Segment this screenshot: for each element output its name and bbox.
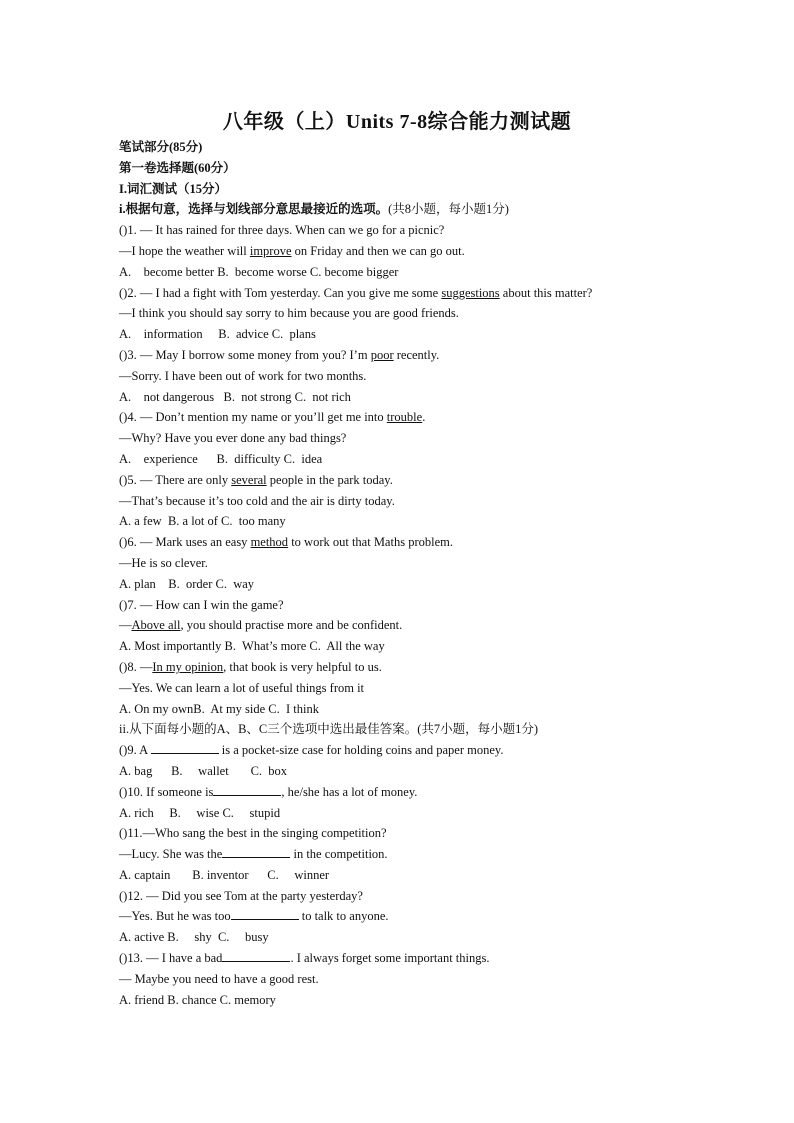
underlined-word: poor (370, 347, 394, 362)
answer-blank[interactable] (213, 784, 281, 796)
text: ()8. — (119, 659, 153, 674)
answer-blank[interactable] (151, 742, 219, 754)
text: ()5. — There are only (119, 472, 232, 487)
text: . (422, 410, 426, 425)
underlined-word: Above all (131, 618, 181, 633)
question-12: ()12. — Did you see Tom at the party yesterday? (119, 888, 363, 903)
question-12-options: A. active B. shy C. busy (119, 930, 269, 945)
text: ()3. — May I borrow some money from you? I’m (119, 347, 371, 362)
text: ()10. If someone is (119, 784, 214, 799)
question-2-response: —I think you should say sorry to him because you are good friends. (119, 306, 459, 321)
underlined-word: In my opinion (152, 659, 224, 674)
question-3-options: A. not dangerous B. not strong C. not rich (119, 389, 351, 404)
question-5-options: A. a few B. a lot of C. too many (119, 514, 286, 529)
section-one-heading: I.词汇测试（15分） (119, 181, 227, 196)
question-13-response: — Maybe you need to have a good rest. (119, 971, 319, 986)
question-7: ()7. — How can I win the game? (119, 597, 284, 612)
text: to talk to anyone. (298, 909, 389, 924)
question-1-response (119, 241, 679, 262)
question-3-response: —Sorry. I have been out of work for two months. (119, 368, 367, 383)
text: in the competition. (290, 847, 388, 862)
underlined-word: suggestions (441, 285, 500, 300)
question-1-options: A. become better B. become worse C. become bigger (119, 264, 399, 279)
answer-blank[interactable] (231, 908, 299, 920)
question-1: ()1. — It has rained for three days. When can we go for a picnic? (119, 223, 445, 238)
question-4 (119, 407, 679, 428)
instruction-i (119, 199, 679, 220)
question-12-response (119, 906, 679, 927)
text: is a pocket-size case for holding coins and paper money. (218, 743, 504, 758)
question-4-response: —Why? Have you ever done any bad things? (119, 431, 347, 446)
question-11-response (119, 844, 679, 865)
question-13 (119, 948, 679, 969)
question-6-options: A. plan B. order C. way (119, 576, 255, 591)
text: , you should practise more and be confident. (180, 618, 403, 633)
text: on Friday and then we can go out. (291, 243, 465, 258)
text: ()13. — I have a bad (119, 951, 223, 966)
text: ()4. — Don’t mention my name or you’ll get me into (119, 410, 387, 425)
text: — (119, 618, 132, 633)
question-7-response (119, 615, 679, 636)
question-9-options: A. bag B. wallet C. box (119, 763, 288, 778)
question-6-response: —He is so clever. (119, 555, 208, 570)
text: —Lucy. She was the (119, 847, 223, 862)
text: ()9. A (119, 743, 151, 758)
text: ()2. — I had a fight with Tom yesterday. Can you give me some (119, 285, 442, 300)
answer-blank[interactable] (222, 846, 290, 858)
text: —Yes. But he was too (119, 909, 231, 924)
instruction-i-text: i.根据句意，选择与划线部分意思最接近的选项。 (119, 202, 389, 217)
volume-one-heading: 第一卷选择题(60分） (119, 160, 236, 175)
question-2-options: A. information B. advice C. plans (119, 327, 316, 342)
question-4-options: A. experience B. difficulty C. idea (119, 451, 323, 466)
text: . I always forget some important things. (290, 951, 490, 966)
question-11: ()11.—Who sang the best in the singing competition? (119, 826, 387, 841)
question-8-options: A. On my ownB. At my side C. I think (119, 701, 320, 716)
underlined-word: several (231, 472, 267, 487)
underlined-word: improve (249, 243, 292, 258)
question-3 (119, 345, 679, 366)
text: to work out that Maths problem. (288, 535, 453, 550)
text: , that book is very helpful to us. (223, 659, 382, 674)
question-5-response: —That’s because it’s too cold and the air is dirty today. (119, 493, 395, 508)
underlined-word: trouble (386, 410, 423, 425)
question-5 (119, 470, 679, 491)
underlined-word: method (250, 535, 289, 550)
text: ()6. — Mark uses an easy (119, 535, 251, 550)
question-2 (119, 283, 679, 304)
question-13-options: A. friend B. chance C. memory (119, 992, 276, 1007)
written-part-heading: 笔试部分(85分) (119, 140, 203, 154)
question-7-options: A. Most importantly B. What’s more C. All the way (119, 639, 385, 654)
instruction-i-note: (共8小题，每小题1分) (388, 202, 509, 217)
question-10-options: A. rich B. wise C. stupid (119, 805, 281, 820)
instruction-ii: ii.从下面每小题的A、B、C三个选项中选出最佳答案。(共7小题，每小题1分) (119, 722, 539, 737)
text: people in the park today. (266, 472, 393, 487)
text: recently. (393, 347, 440, 362)
answer-blank[interactable] (222, 950, 290, 962)
question-6 (119, 532, 679, 553)
question-10 (119, 782, 679, 803)
question-9 (119, 740, 679, 761)
exam-content (119, 137, 679, 1010)
question-8-response: —Yes. We can learn a lot of useful things from it (119, 680, 365, 695)
text: about this matter? (499, 285, 593, 300)
text: , he/she has a lot of money. (281, 784, 418, 799)
question-8 (119, 657, 679, 678)
question-11-options: A. captain B. inventor C. winner (119, 867, 330, 882)
page-title: 八年级（上）Units 7-8综合能力测试题 (222, 111, 572, 133)
text: —I hope the weather will (119, 243, 250, 258)
